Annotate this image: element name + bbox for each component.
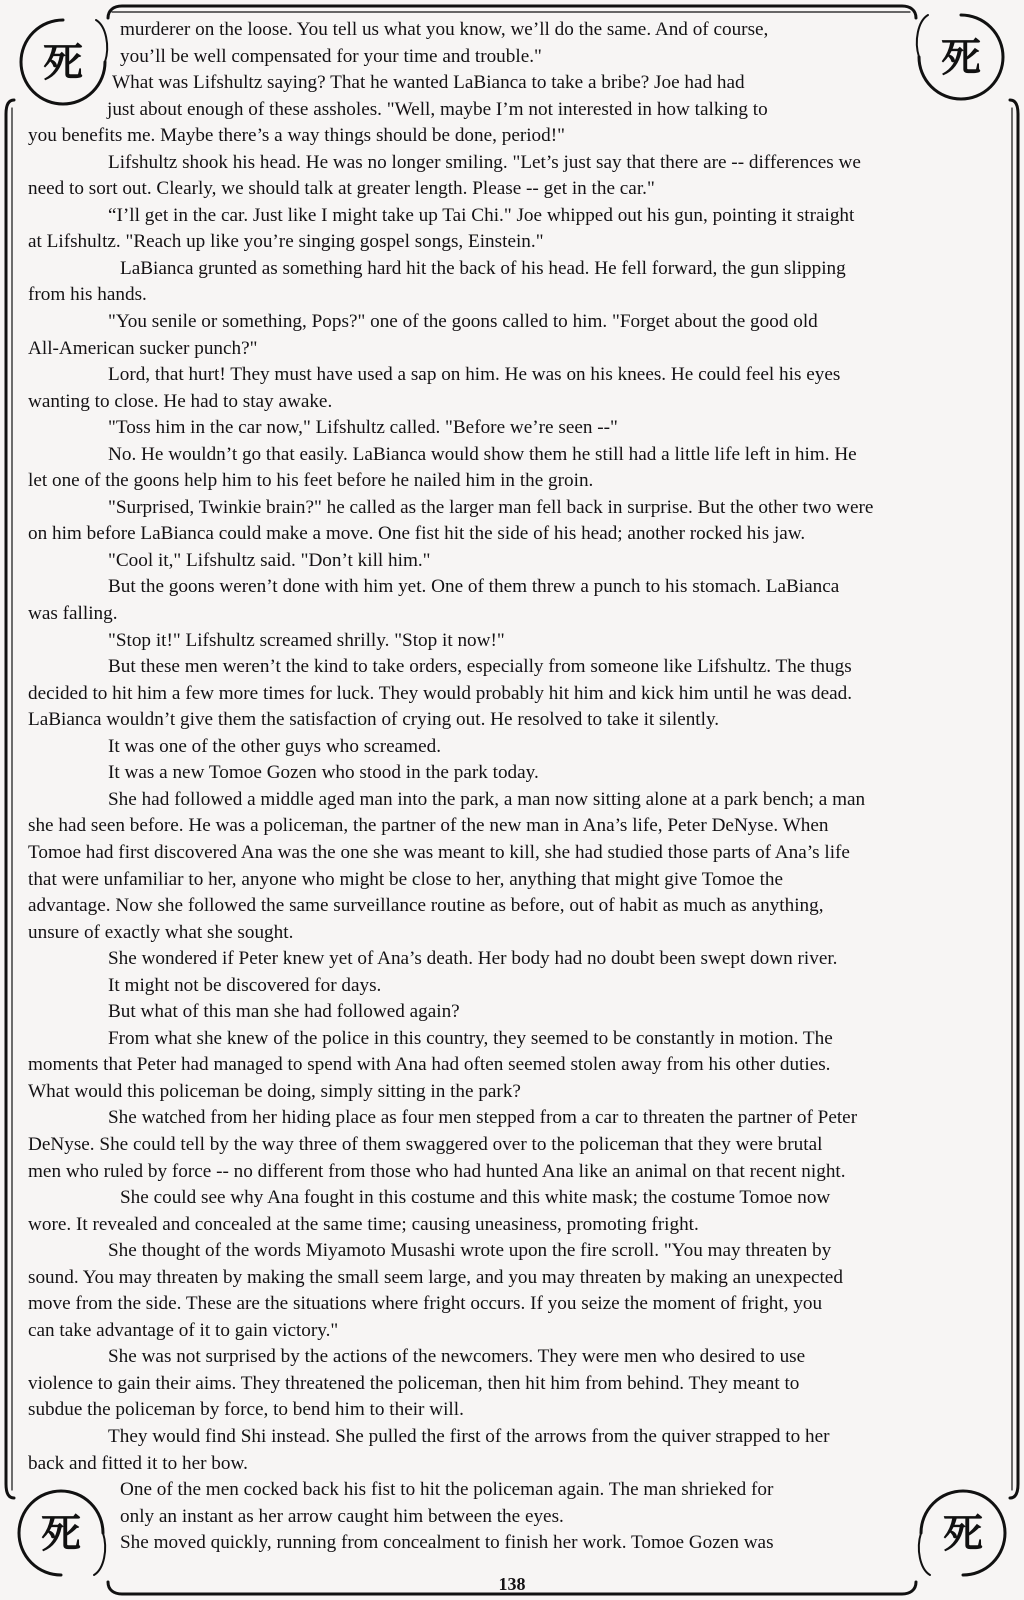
text-line: back and fitted it to her bow. — [28, 1452, 248, 1474]
text-line: can take advantage of it to gain victory." — [28, 1319, 339, 1341]
text-line: "Stop it!" Lifshultz screamed shrilly. "Stop it now!" — [108, 629, 505, 651]
text-line: just about enough of these assholes. "Well, maybe I’m not interested in how talking to — [107, 98, 768, 120]
text-line: No. He wouldn’t go that easily. LaBianca would show them he still had a little life left in him. He — [108, 443, 857, 465]
text-line: unsure of exactly what she sought. — [28, 921, 294, 943]
text-line: men who ruled by force -- no different from those who had hunted Ana like an animal on that recent night. — [28, 1160, 846, 1182]
text-line: "Toss him in the car now," Lifshultz called. "Before we’re seen --" — [108, 417, 618, 439]
text-line: violence to gain their aims. They threatened the policeman, then hit him from behind. They meant to — [28, 1372, 800, 1394]
text-line: advantage. Now she followed the same surveillance routine as before, out of habit as much as anything, — [28, 895, 824, 917]
text-line: She moved quickly, running from concealment to finish her work. Tomoe Gozen was — [120, 1532, 774, 1554]
text-line: from his hands. — [28, 284, 147, 306]
text-line: She watched from her hiding place as four men stepped from a car to threaten the partner of Peter — [108, 1107, 858, 1129]
text-line: “I’ll get in the car. Just like I might take up Tai Chi." Joe whipped out his gun, pointing it straight — [108, 204, 855, 226]
text-line: need to sort out. Clearly, we should talk at greater length. Please -- get in the car." — [28, 178, 655, 200]
text-line: "You senile or something, Pops?" one of the goons called to him. "Forget about the good old — [108, 311, 818, 333]
text-line: move from the side. These are the situations where fright occurs. If you seize the moment of fright, you — [28, 1293, 823, 1315]
text-line: Tomoe had first discovered Ana was the one she was meant to kill, she had studied those parts of Ana’s life — [28, 841, 850, 863]
story-text — [28, 17, 1006, 1557]
text-line: But what of this man she had followed again? — [108, 1001, 460, 1023]
text-line: she had seen before. He was a policeman, the partner of the new man in Ana’s life, Peter DeNyse. When — [28, 815, 829, 837]
text-line: on him before LaBianca could make a move. One fist hit the side of his head; another rocked his jaw. — [28, 523, 806, 545]
text-line: was falling. — [28, 603, 118, 625]
text-line: wore. It revealed and concealed at the same time; causing uneasiness, promoting fright. — [28, 1213, 699, 1235]
text-line: They would find Shi instead. She pulled the first of the arrows from the quiver strapped to her — [108, 1425, 830, 1447]
text-line: It might not be discovered for days. — [108, 974, 382, 996]
text-line: murderer on the loose. You tell us what you know, we’ll do the same. And of course, — [120, 19, 769, 40]
text-line: It was a new Tomoe Gozen who stood in the park today. — [108, 762, 539, 784]
text-line: at Lifshultz. "Reach up like you’re singing gospel songs, Einstein." — [28, 231, 544, 253]
text-line: She had followed a middle aged man into the park, a man now sitting alone at a park bench; a man — [108, 788, 866, 810]
death-kanji-icon: 死 — [943, 1511, 983, 1557]
text-line: All-American sucker punch?" — [28, 337, 258, 359]
text-line: sound. You may threaten by making the small seem large, and you may threaten by making an unexpected — [28, 1266, 843, 1288]
text-line: She could see why Ana fought in this costume and this white mask; the costume Tomoe now — [120, 1187, 831, 1209]
text-line: you benefits me. Maybe there’s a way things should be done, period!" — [28, 125, 565, 147]
text-line: that were unfamiliar to her, anyone who might be close to her, anything that might give Tomoe the — [28, 868, 784, 890]
text-line: It was one of the other guys who screamed. — [108, 735, 442, 757]
death-kanji-icon: 死 — [941, 35, 981, 81]
death-kanji-icon: 死 — [41, 1511, 81, 1557]
text-line: LaBianca wouldn’t give them the satisfaction of crying out. He resolved to take it silently. — [28, 709, 720, 731]
text-line: only an instant as her arrow caught him between the eyes. — [120, 1505, 564, 1527]
text-line: She was not surprised by the actions of the newcomers. They were men who desired to use — [108, 1346, 806, 1368]
text-line: Lord, that hurt! They must have used a sap on him. He was on his knees. He could feel his eyes — [108, 364, 841, 386]
text-line: LaBianca grunted as something hard hit the back of his head. He fell forward, the gun slipping — [120, 257, 846, 279]
text-line: "Cool it," Lifshultz said. "Don’t kill him." — [108, 549, 431, 571]
text-line: DeNyse. She could tell by the way three of them swaggered over to the policeman that they were brutal — [28, 1133, 823, 1155]
text-line: wanting to close. He had to stay awake. — [28, 390, 333, 412]
text-line: What would this policeman be doing, simply sitting in the park? — [28, 1080, 521, 1102]
text-line: What was Lifshultz saying? That he wanted LaBianca to take a bribe? Joe had had — [112, 72, 745, 94]
death-kanji-icon: 死 — [43, 40, 83, 86]
text-line: She wondered if Peter knew yet of Ana’s death. Her body had no doubt been swept down river. — [108, 948, 838, 970]
text-line: But the goons weren’t done with him yet. One of them threw a punch to his stomach. LaBianca — [108, 576, 840, 598]
text-line: "Surprised, Twinkie brain?" he called as the larger man fell back in surprise. But the other two were — [108, 496, 874, 518]
text-line: decided to hit him a few more times for luck. They would probably hit him and kick him until he was dead. — [28, 682, 852, 704]
text-line: subdue the policeman by force, to bend him to their will. — [28, 1399, 464, 1421]
page-number: 138 — [498, 1574, 526, 1594]
text-line: One of the men cocked back his fist to hit the policeman again. The man shrieked for — [120, 1479, 774, 1501]
text-line: From what she knew of the police in this country, they seemed to be constantly in motion. The — [108, 1027, 833, 1049]
text-line: Lifshultz shook his head. He was no longer smiling. "Let’s just say that there are -- differences we — [108, 151, 861, 173]
text-line: She thought of the words Miyamoto Musashi wrote upon the fire scroll. "You may threaten by — [108, 1240, 832, 1262]
text-line: you’ll be well compensated for your time and trouble." — [120, 45, 542, 67]
text-line: But these men weren’t the kind to take orders, especially from someone like Lifshultz. The thugs — [108, 656, 852, 678]
text-line: moments that Peter had managed to spend with Ana had often seemed stolen away from his other duties. — [28, 1054, 831, 1076]
text-line: let one of the goons help him to his feet before he nailed him in the groin. — [28, 470, 594, 492]
